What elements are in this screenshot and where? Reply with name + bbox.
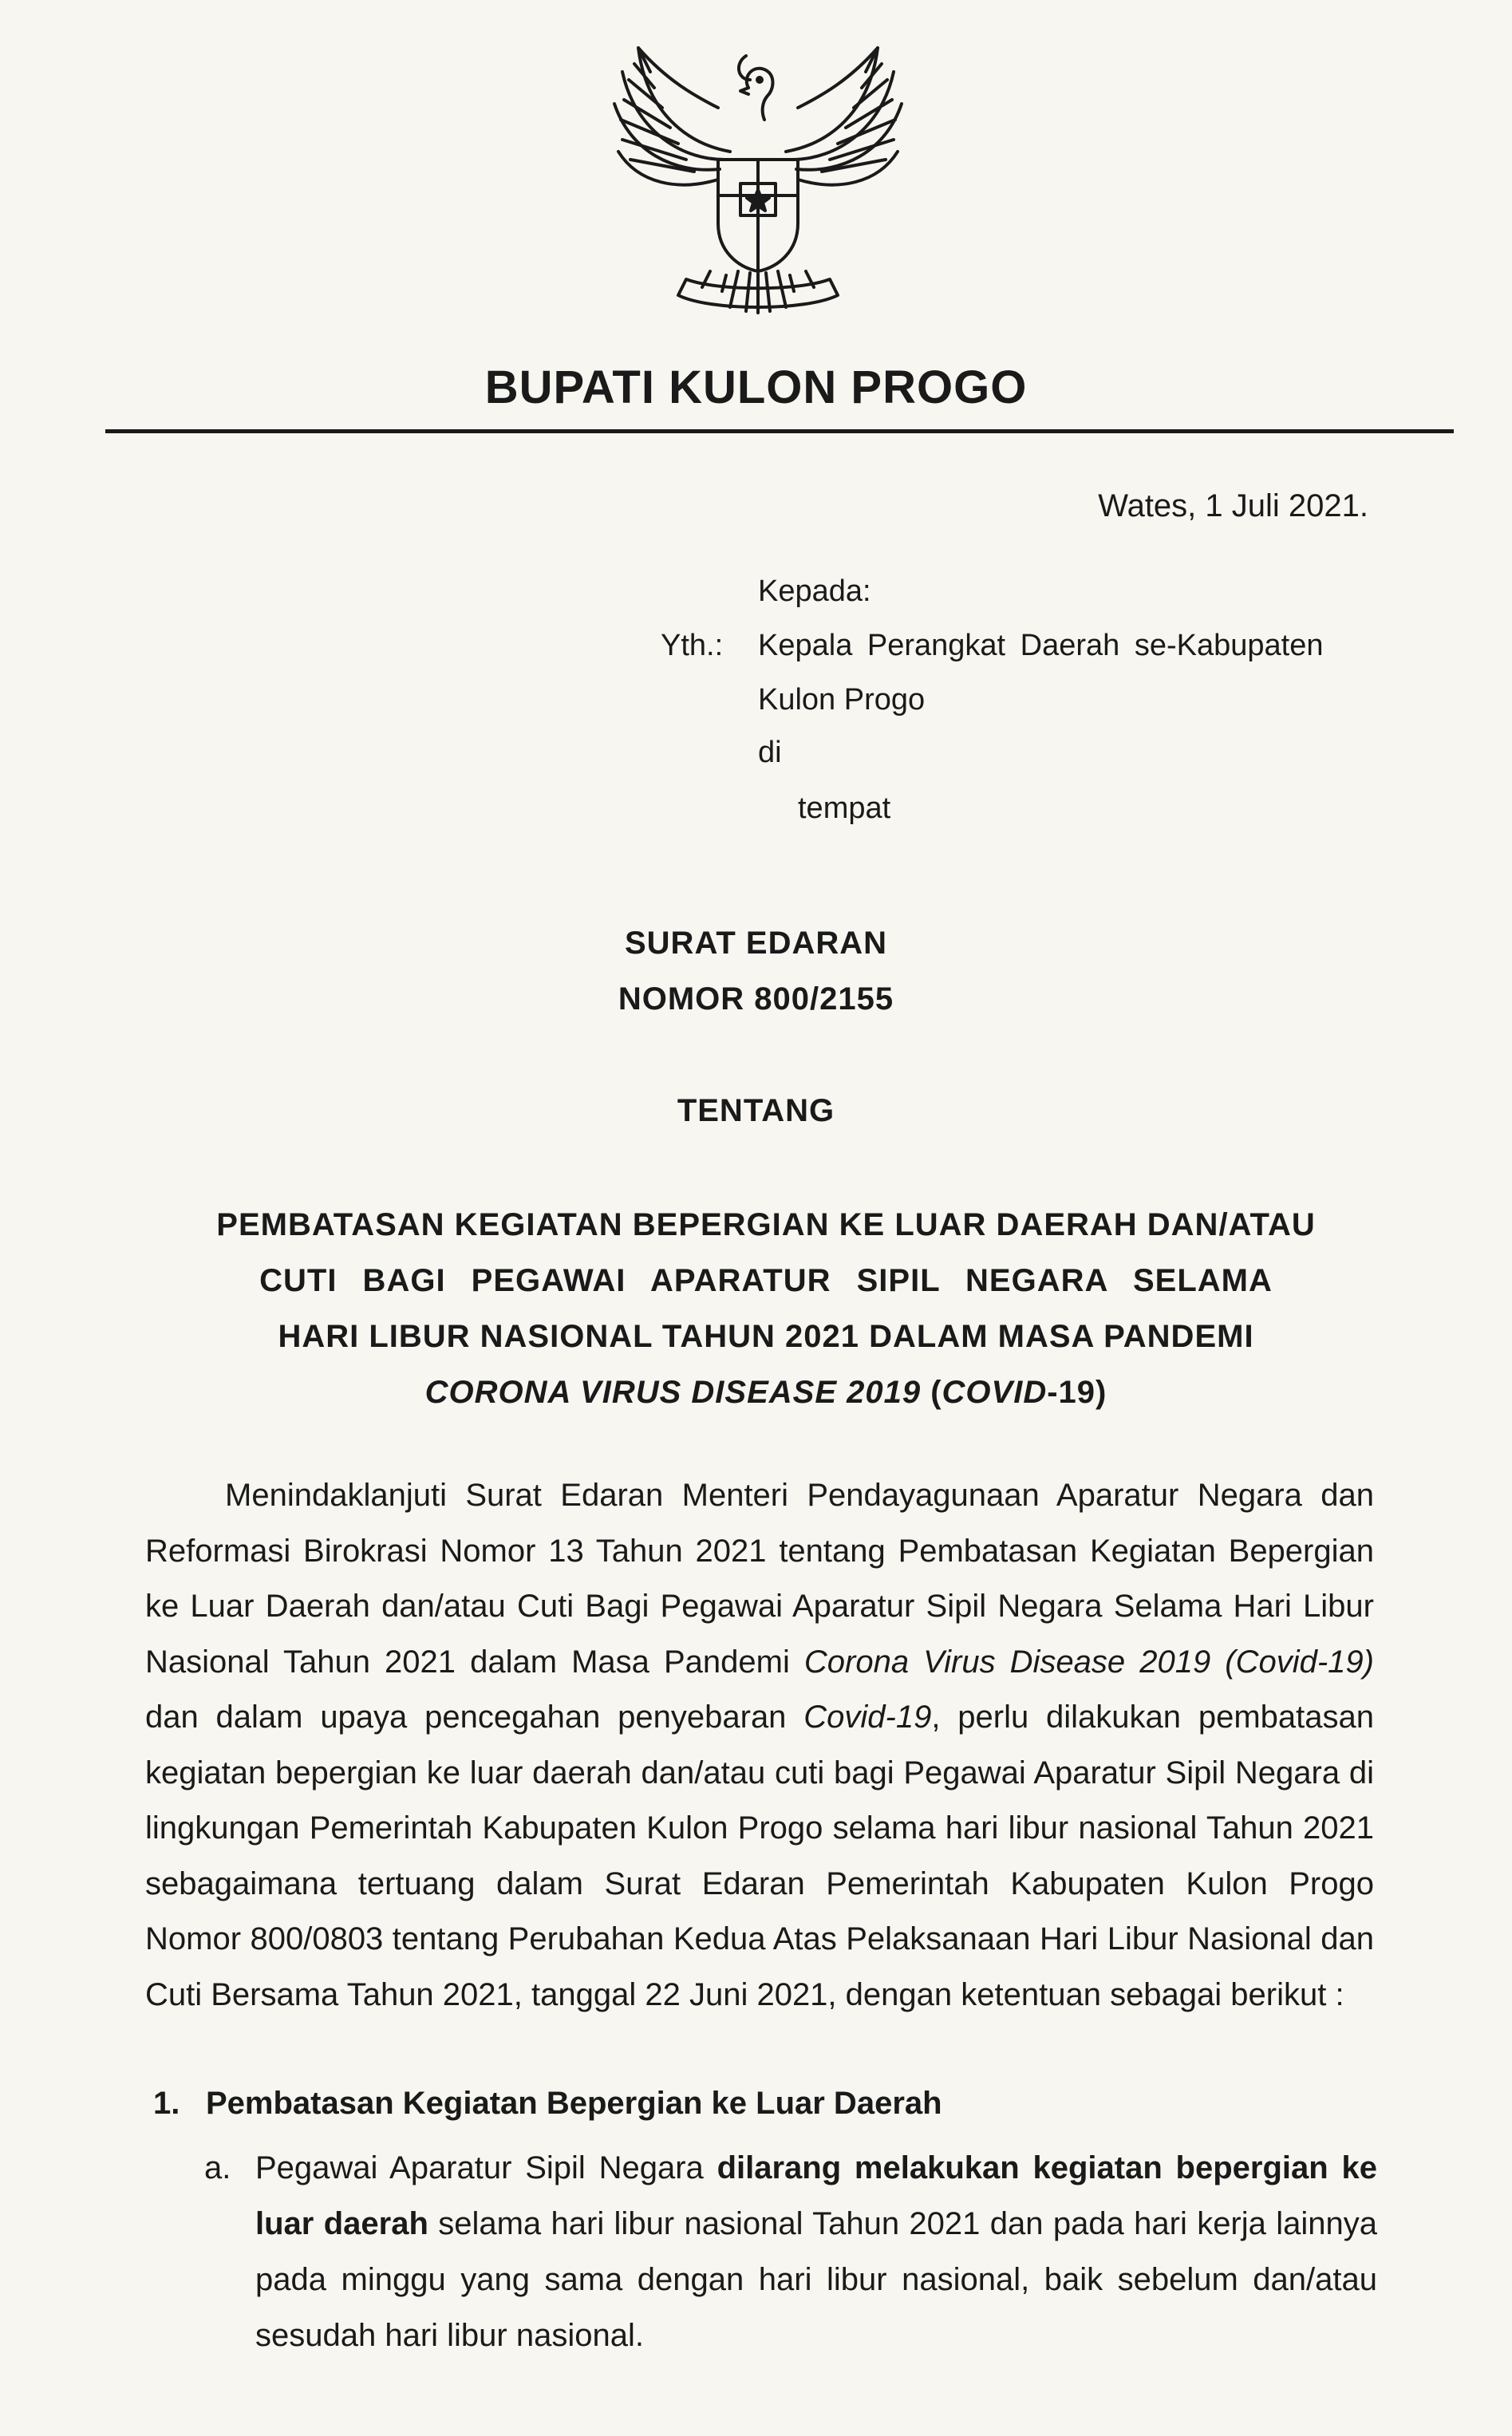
subject-line-4-close: -19)	[1047, 1375, 1107, 1410]
list-item-1a	[204, 2140, 1377, 2363]
circular-tentang: TENTANG	[677, 1093, 835, 1128]
list-item-1a-bold: dilarang melakukan kegiatan bepergian ke luar daerah	[255, 2150, 1377, 2241]
subject-line-4-italic: CORONA VIRUS DISEASE 2019	[424, 1375, 922, 1410]
body-text-b: dan dalam upaya pencegahan penyebaran	[145, 1700, 804, 1735]
garuda-emblem-icon	[590, 32, 926, 343]
list-item-1a-text-2: selama hari libur nasional Tahun 2021 dan pada hari kerja lainnya pada minggu yang sama dengan hari libur nasional, baik sebelum dan/atau sesudah hari libur nasional.	[255, 2206, 1377, 2353]
subject-line-4	[144, 1364, 1388, 1420]
subject-line-4-open: (	[921, 1375, 942, 1410]
subject-line-4-italic-2: COVID	[942, 1375, 1048, 1410]
list-item-1-heading	[153, 2086, 942, 2122]
body-text-a: Menindaklanjuti Surat Edaran Menteri Pendayagunaan Aparatur Negara dan Reformasi Birokrasi Nomor 13 Tahun 2021 tentang Pembatasan Kegiatan Bepergian ke Luar Daerah dan/atau Cuti Bagi Pegawai Aparatur Sipil Negara Selama Hari Libur Nasional Tahun 2021 dalam Masa Pandemi	[145, 1478, 1374, 1680]
list-item-1a-text	[255, 2140, 1377, 2363]
addressee-di: di	[758, 736, 782, 769]
addressee-line-2: Kulon Progo	[758, 683, 926, 717]
list-item-1a-text-1: Pegawai Aparatur Sipil Negara	[255, 2150, 717, 2185]
addressee-tempat: tempat	[798, 792, 891, 825]
addressee-yth: Yth.:	[661, 629, 724, 662]
addressee-line-1: Kepala Perangkat Daerah se-Kabupaten	[758, 629, 1324, 662]
circular-title: SURAT EDARAN	[624, 926, 888, 961]
addressee-kepada: Kepada:	[758, 574, 871, 608]
header-divider	[105, 429, 1454, 433]
subject-line-2: CUTI BAGI PEGAWAI APARATUR SIPIL NEGARA SELAMA	[259, 1263, 1273, 1298]
body-paragraph	[145, 1468, 1374, 2023]
body-italic-1: Corona Virus Disease 2019 (Covid-19)	[803, 1644, 1374, 1680]
subject-line-3: HARI LIBUR NASIONAL TAHUN 2021 DALAM MASA PANDEMI	[278, 1319, 1254, 1354]
body-text-c: , perlu dilakukan pembatasan kegiatan bepergian ke luar daerah dan/atau cuti bagi Pegawai Aparatur Sipil Negara di lingkungan Pemerintah Kabupaten Kulon Progo selama hari libur nasional Tahun 2021 sebagaimana tertuang dalam Surat Edaran Pemerintah Kabupaten Kulon Progo Nomor 800/0803 tentang Perubahan Kedua Atas Pelaksanaan Hari Libur Nasional dan Cuti Bersama Tahun 2021, tanggal 22 Juni 2021, dengan ketentuan sebagai berikut :	[145, 1700, 1374, 2012]
circular-number: NOMOR 800/2155	[618, 981, 894, 1017]
list-item-1-number: 1.	[153, 2086, 180, 2121]
body-italic-2: Covid-19	[803, 1700, 932, 1735]
list-item-1-title: Pembatasan Kegiatan Bepergian ke Luar Daerah	[206, 2086, 942, 2121]
org-title: BUPATI KULON PROGO	[484, 361, 1028, 413]
list-item-1a-letter: a.	[204, 2150, 231, 2185]
letter-date: Wates, 1 Juli 2021.	[1098, 488, 1368, 523]
circular-subject	[144, 1197, 1388, 1420]
subject-line-1: PEMBATASAN KEGIATAN BEPERGIAN KE LUAR DAERAH DAN/ATAU	[216, 1207, 1316, 1242]
